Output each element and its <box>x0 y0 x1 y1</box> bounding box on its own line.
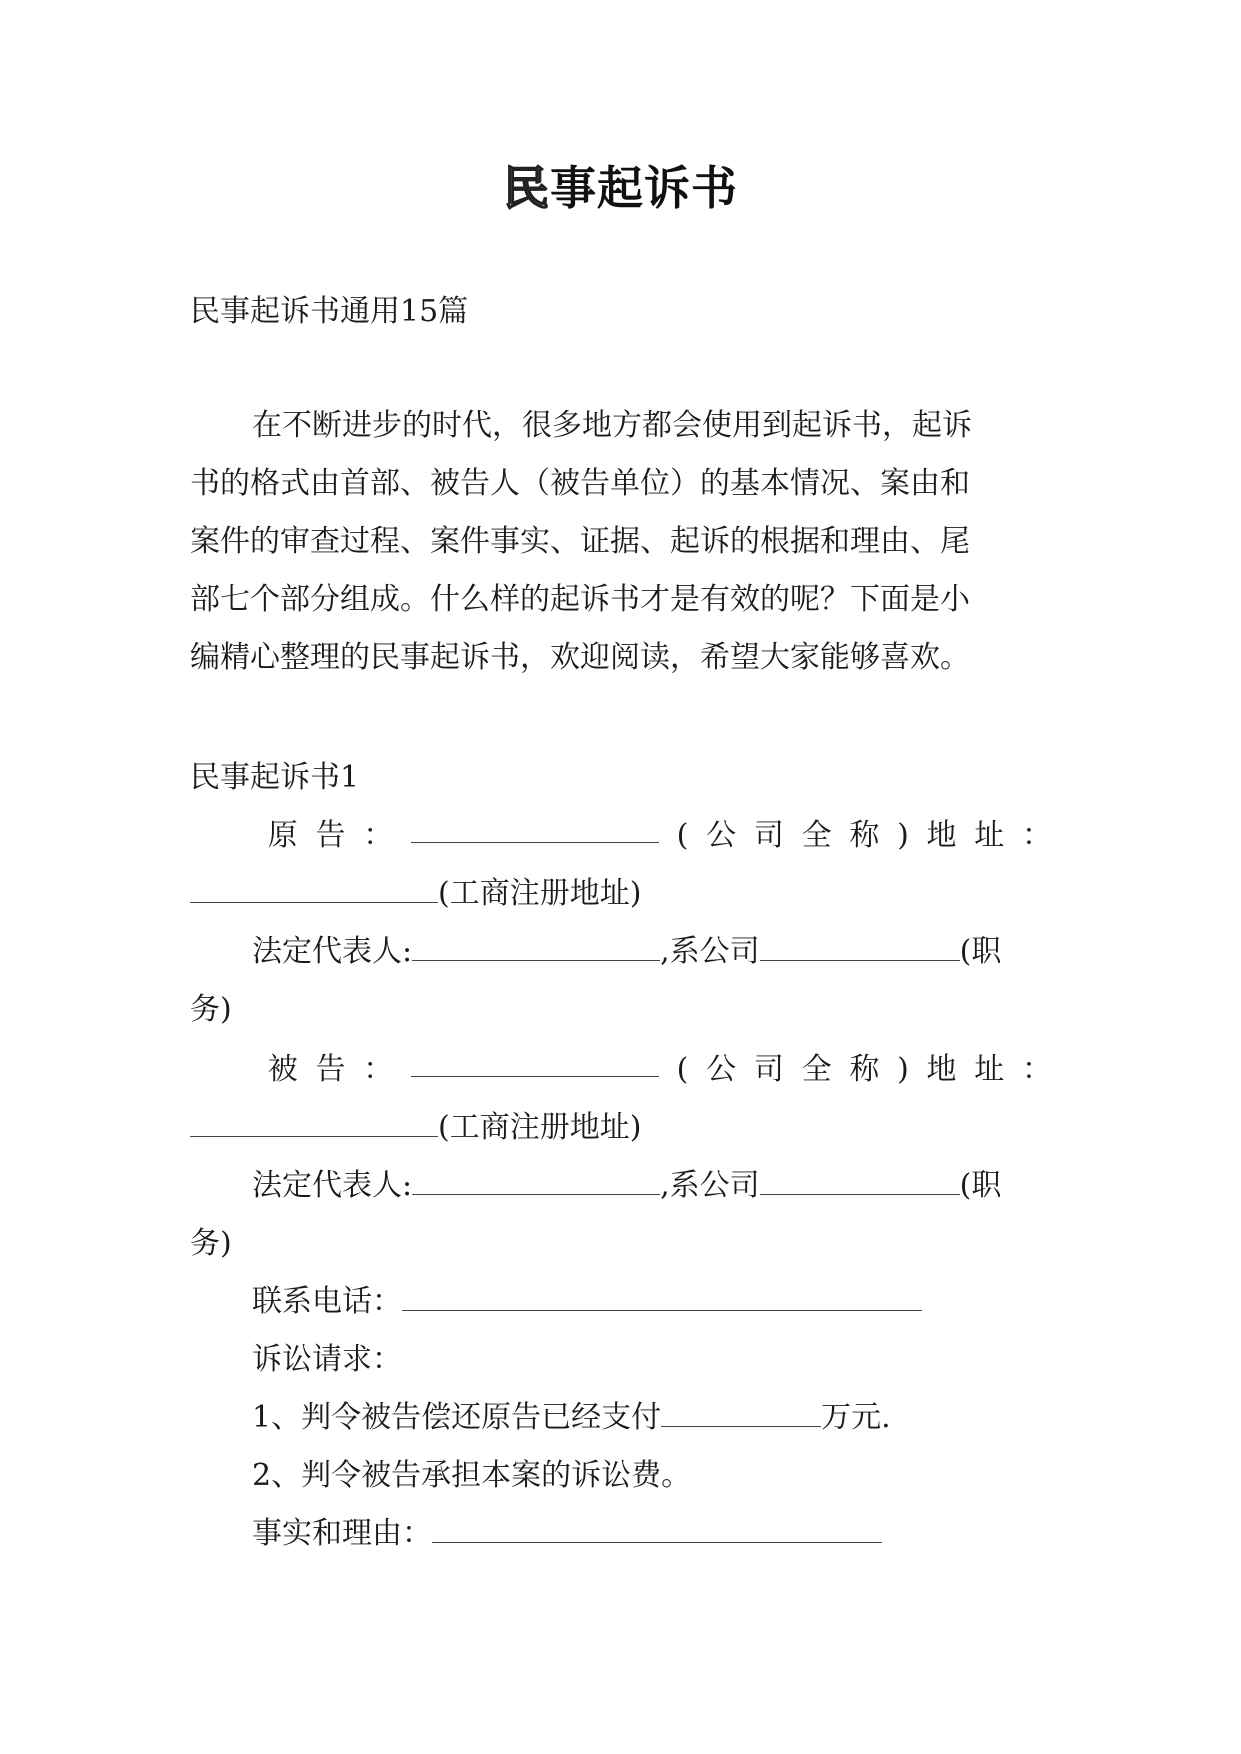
plaintiff-address-line <box>190 874 641 914</box>
defendant-label-char: 被 <box>267 1052 298 1087</box>
name-hint-char: 址 <box>974 1052 1005 1087</box>
claim-1 <box>252 1398 891 1438</box>
name-hint-char: 址 <box>974 818 1005 853</box>
title-rest: 事起诉书 <box>550 161 738 215</box>
plaintiff-address-hint: (工商注册地址) <box>438 876 642 911</box>
defendant-position-blank[interactable] <box>760 1168 960 1195</box>
plaintiff-rep-tail: (职 <box>959 934 1002 969</box>
plaintiff-address-blank[interactable] <box>190 876 438 903</box>
name-hint-char: ： <box>1021 818 1052 853</box>
name-hint-char: 司 <box>753 818 784 853</box>
title-first-char: 民 <box>503 161 550 215</box>
plaintiff-rep-mid: ,系公司 <box>660 934 760 969</box>
defendant-name-blank[interactable] <box>411 1050 659 1077</box>
defendant-address-blank[interactable] <box>190 1110 438 1137</box>
name-hint-char: 全 <box>801 1052 832 1087</box>
defendant-rep-line <box>252 1166 1001 1206</box>
claim-1-amount-blank[interactable] <box>661 1400 821 1427</box>
defendant-rep-mid: ,系公司 <box>660 1168 760 1203</box>
defendant-label-char: ： <box>363 1052 394 1087</box>
facts-blank[interactable] <box>432 1516 882 1543</box>
name-hint-char: ( <box>676 1052 689 1087</box>
name-hint-char: 全 <box>801 818 832 853</box>
plaintiff-rep-tail-2: 务) <box>190 992 232 1027</box>
plaintiff-label-char: 告 <box>315 818 346 853</box>
name-hint-char: 地 <box>926 818 957 853</box>
name-hint-char: 司 <box>753 1052 784 1087</box>
document-title <box>0 152 1241 218</box>
plaintiff-rep-blank[interactable] <box>412 934 660 961</box>
defendant-rep-label: 法定代表人: <box>252 1168 413 1203</box>
intro-line-4: 部七个部分组成。什么样的起诉书才是有效的呢？下面是小 <box>190 582 970 617</box>
plaintiff-name-blank[interactable] <box>411 816 659 843</box>
subtitle: 民事起诉书通用15篇 <box>190 294 469 329</box>
section-heading: 民事起诉书1 <box>190 760 360 795</box>
name-hint-char: 公 <box>706 1052 737 1087</box>
defendant-rep-tail-2: 务) <box>190 1226 232 1261</box>
name-hint-char: 称 <box>849 1052 880 1087</box>
claims-label: 诉讼请求： <box>252 1342 402 1377</box>
intro-line-1: 在不断进步的时代，很多地方都会使用到起诉书，起诉 <box>252 408 972 443</box>
name-hint-char: 地 <box>926 1052 957 1087</box>
facts-line <box>252 1514 882 1554</box>
facts-label: 事实和理由： <box>252 1516 432 1551</box>
plaintiff-rep-label: 法定代表人: <box>252 934 413 969</box>
phone-line <box>252 1282 922 1322</box>
claim-1-text: 1、判令被告偿还原告已经支付 <box>252 1400 662 1435</box>
phone-blank[interactable] <box>402 1284 922 1311</box>
name-hint-char: 称 <box>849 818 880 853</box>
claim-2: 2、判令被告承担本案的诉讼费。 <box>252 1458 692 1493</box>
intro-line-3: 案件的审查过程、案件事实、证据、起诉的根据和理由、尾 <box>190 524 970 559</box>
claim-1-unit: 万元. <box>821 1400 891 1435</box>
defendant-line <box>190 1050 1052 1090</box>
name-hint-char: ) <box>897 1052 909 1087</box>
defendant-address-hint: (工商注册地址) <box>438 1110 642 1145</box>
phone-label: 联系电话： <box>252 1284 402 1319</box>
plaintiff-label-char: ： <box>363 818 394 853</box>
name-hint-char: ： <box>1021 1052 1052 1087</box>
name-hint-char: ) <box>897 818 909 853</box>
intro-line-2: 书的格式由首部、被告人（被告单位）的基本情况、案由和 <box>190 466 970 501</box>
plaintiff-label-char: 原 <box>267 818 298 853</box>
name-hint-char: ( <box>676 818 689 853</box>
intro-line-5: 编精心整理的民事起诉书，欢迎阅读，希望大家能够喜欢。 <box>190 640 970 675</box>
plaintiff-position-blank[interactable] <box>760 934 960 961</box>
name-hint-char: 公 <box>706 818 737 853</box>
defendant-address-line <box>190 1108 641 1148</box>
defendant-rep-blank[interactable] <box>412 1168 660 1195</box>
plaintiff-rep-line <box>252 932 1001 972</box>
defendant-rep-tail: (职 <box>959 1168 1002 1203</box>
plaintiff-line <box>190 816 1052 856</box>
defendant-label-char: 告 <box>315 1052 346 1087</box>
